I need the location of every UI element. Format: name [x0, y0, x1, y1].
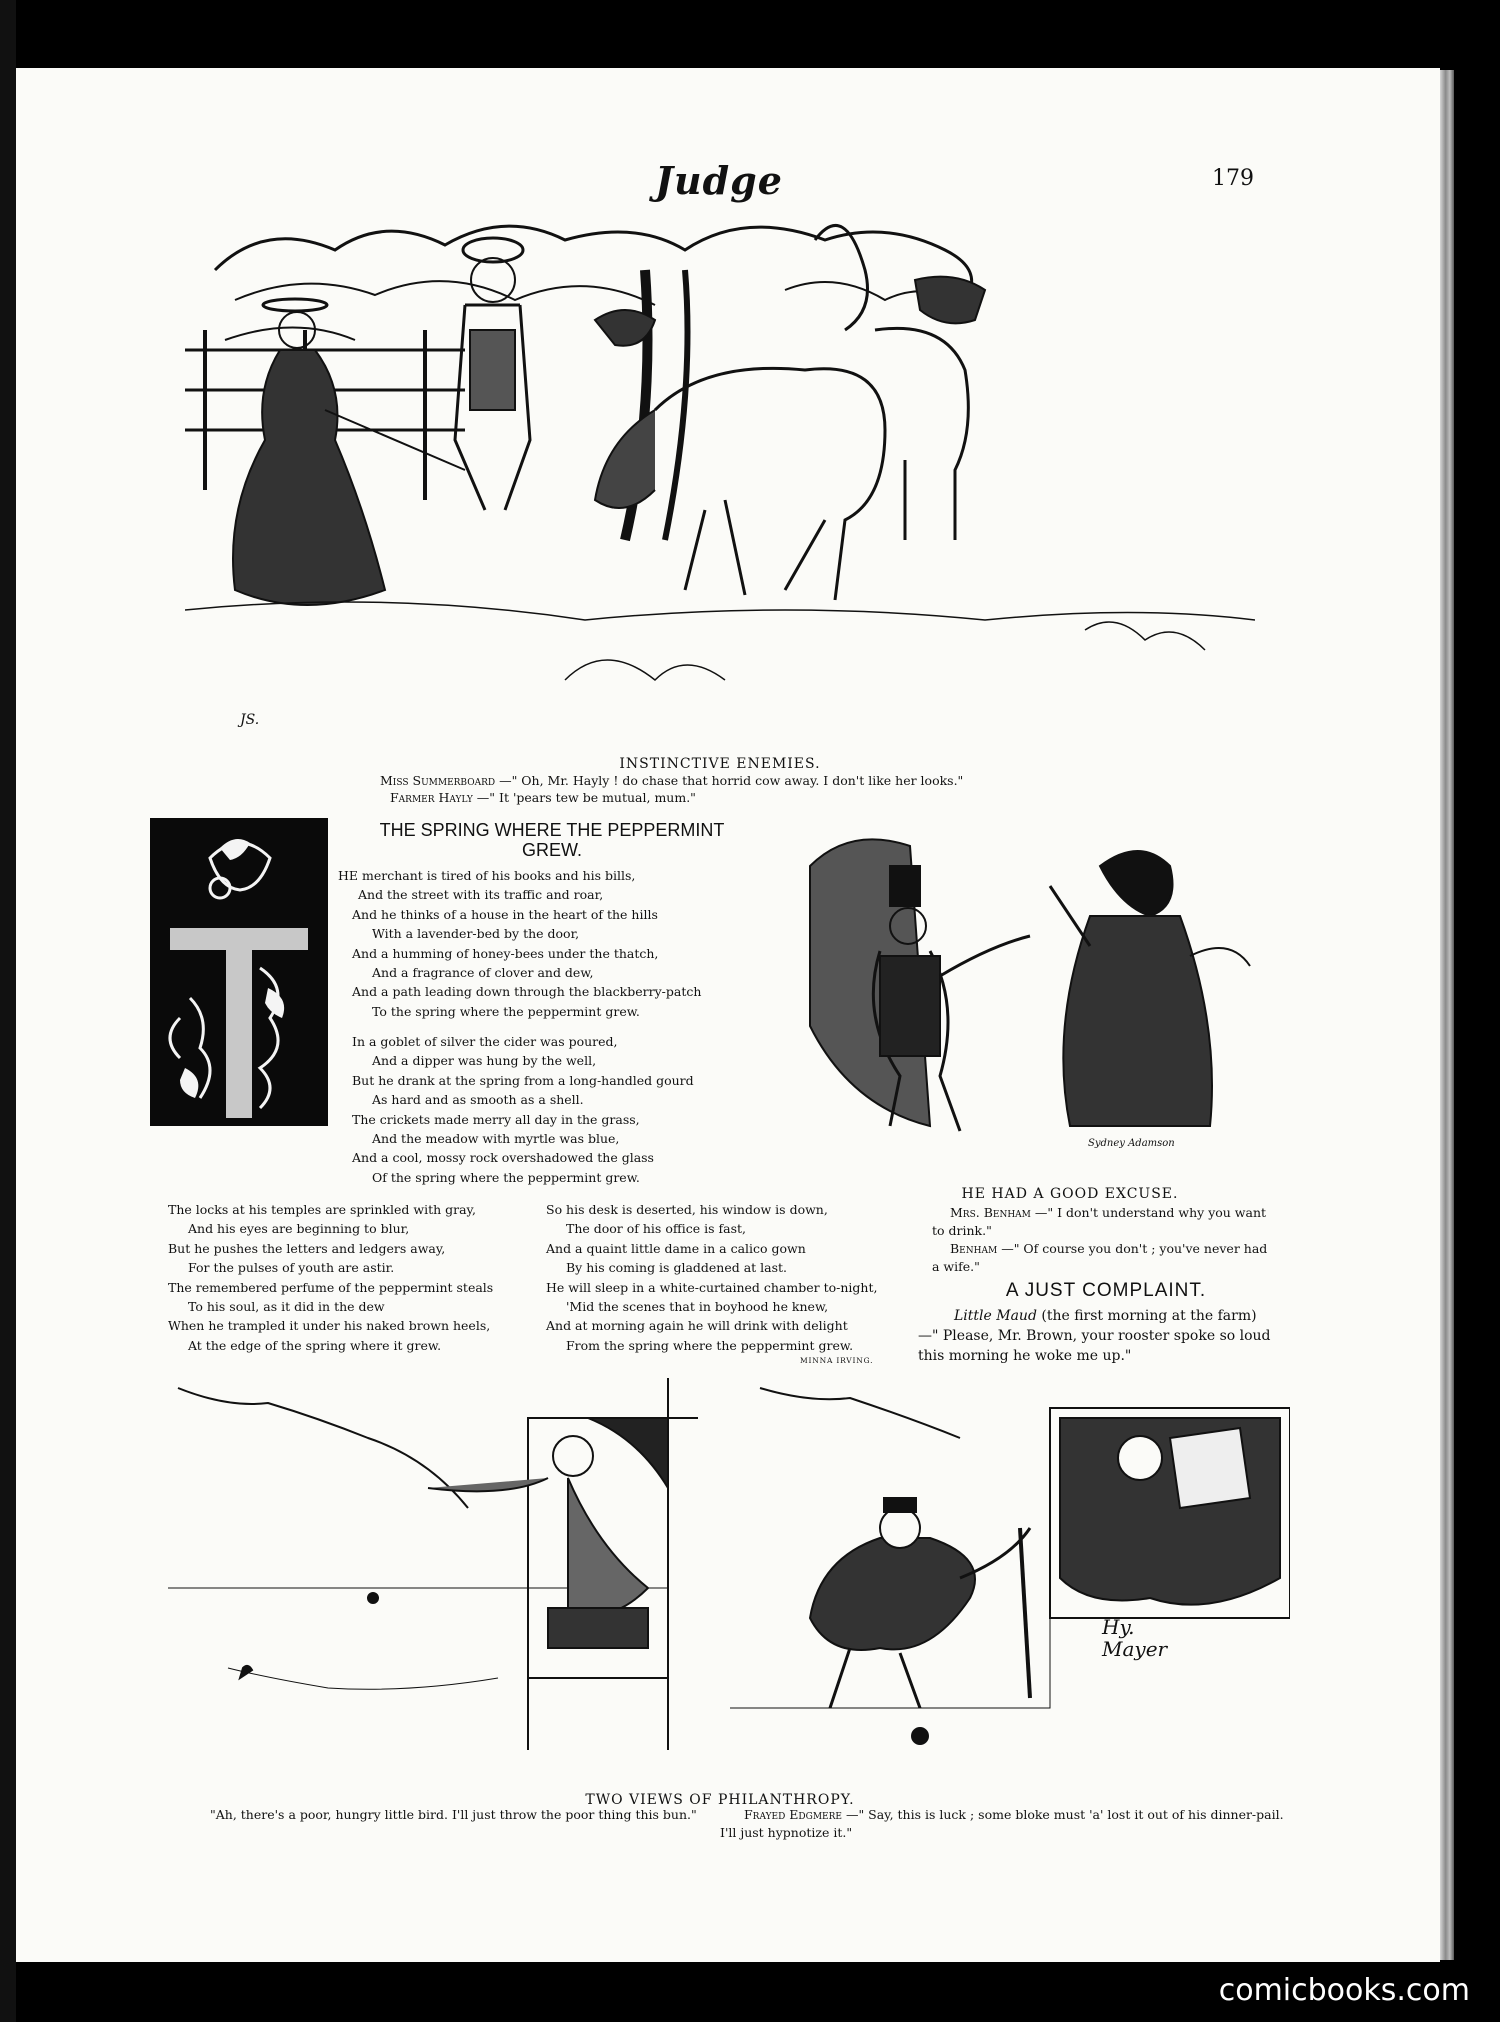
cow-cartoon-illustration [185, 210, 1255, 750]
joke-title: A JUST COMPLAINT. [1005, 1280, 1207, 1301]
cartoon2-line-2: —" Of course you don't ; you've never had a wife." [932, 1241, 1268, 1274]
poem-line: And a fragrance of clover and dew, [372, 965, 594, 981]
poem-line: And a cool, mossy rock overshadowed the glass [352, 1150, 654, 1166]
poem-line: By his coming is gladdened at last. [566, 1260, 788, 1276]
cartoon2-dialogue-1 [932, 1204, 1272, 1240]
poem-line: The crickets made merry all day in the grass, [352, 1111, 640, 1127]
cartoon3-right-text: —" Say, this is luck ; some bloke must 'a' lost it out of his dinner-pail. I'll just hypnotize it." [720, 1807, 1284, 1840]
poem-line: So his desk is deserted, his window is down, [546, 1202, 828, 1217]
poem-line: And a dipper was hung by the well, [372, 1053, 597, 1069]
page-stack-edge [1440, 70, 1454, 1960]
poem-line: He will sleep in a white-curtained chamber to-night, [546, 1279, 878, 1295]
poem-line: And a path leading down through the blackberry-patch [352, 984, 702, 1000]
cartoon1-artist-signature: JS. [240, 712, 260, 728]
poem-line: From the spring where the peppermint grew. [566, 1337, 854, 1353]
philanthropy-left-panel [168, 1378, 698, 1750]
cartoon2-artist-signature: Sydney Adamson [1088, 1138, 1175, 1149]
cartoon1-speaker-2: Farmer Hayly [390, 790, 473, 805]
cartoon3-artist-signature: Hy. Mayer [1102, 1615, 1168, 1661]
cartoon2-speaker-2: Benham [950, 1241, 998, 1256]
cartoon1-line-1: —" Oh, Mr. Hayly ! do chase that horrid cow away. I don't like her looks." [499, 773, 964, 788]
poem-line: And at morning again he will drink with delight [546, 1318, 848, 1334]
poem-line: When he trampled it under his naked brown heels, [168, 1318, 491, 1334]
cartoon3-right-caption [720, 1806, 1294, 1842]
poem-line: And the street with its traffic and roar, [358, 887, 604, 903]
joke-text: —" Please, Mr. Brown, your rooster spoke so loud this morning he woke me up." [918, 1328, 1271, 1364]
joke-body [918, 1306, 1274, 1366]
poem-line: The remembered perfume of the peppermint steals [168, 1279, 494, 1295]
poem-line: To the spring where the peppermint grew. [372, 1003, 640, 1019]
cartoon1-dialogue-1 [380, 772, 1140, 790]
poem-line: And a quaint little dame in a calico gown [546, 1240, 806, 1256]
poem-line: At the edge of the spring where it grew. [188, 1337, 442, 1353]
poem-title: THE SPRING WHERE THE PEPPERMINT GREW. [379, 820, 725, 860]
philanthropy-right-panel [730, 1378, 1290, 1750]
poem-line: And he thinks of a house in the heart of the hills [352, 906, 658, 922]
poem-stanza-1 [338, 866, 701, 1021]
poem-line: With a lavender-bed by the door, [372, 926, 580, 942]
decorative-initial-box [150, 818, 328, 1126]
poem-line: As hard and as smooth as a shell. [372, 1092, 584, 1108]
scan-left-edge [0, 0, 16, 2022]
page-number: 179 [1212, 166, 1254, 191]
joke-setting: (the first morning at the farm) [1041, 1308, 1257, 1324]
drink-cartoon-illustration [790, 826, 1260, 1146]
cartoon1-dialogue-2 [390, 789, 1150, 807]
poem-stanza-2 [352, 1032, 694, 1187]
masthead: Judge [655, 158, 783, 203]
poem-line: For the pulses of youth are astir. [188, 1260, 395, 1276]
poem-line: Of the spring where the peppermint grew. [372, 1169, 640, 1185]
poem-line: The locks at his temples are sprinkled with gray, [168, 1202, 476, 1217]
cartoon3-right-speaker: Frayed Edgmere [744, 1807, 842, 1822]
cartoon2-line-1: —" I don't understand why you want to drink." [932, 1205, 1267, 1238]
cartoon1-title: INSTINCTIVE ENEMIES. [619, 756, 821, 772]
cartoon1-speaker-1: Miss Summerboard [380, 773, 496, 788]
cartoon2-title: HE HAD A GOOD EXCUSE. [961, 1186, 1179, 1202]
poem-line: To his soul, as it did in the dew [188, 1299, 385, 1315]
cartoon1-line-2: —" It 'pears tew be mutual, mum." [476, 790, 696, 805]
poem-line: The door of his office is fast, [566, 1221, 746, 1237]
joke-speaker: Little Maud [954, 1308, 1037, 1324]
poem-line: And the meadow with myrtle was blue, [372, 1131, 620, 1147]
poem-stanza-3 [168, 1200, 493, 1355]
poem-line: And a humming of honey-bees under the thatch, [352, 945, 659, 961]
cartoon3-title: TWO VIEWS OF PHILANTHROPY. [585, 1792, 855, 1808]
cartoon3-left-caption: "Ah, there's a poor, hungry little bird. I'll just throw the poor thing this bun." [210, 1807, 697, 1822]
poem-line: In a goblet of silver the cider was poured, [352, 1034, 618, 1049]
poem-line: But he pushes the letters and ledgers away, [168, 1240, 446, 1256]
poem-line: And his eyes are beginning to blur, [188, 1221, 410, 1237]
poem-line: But he drank at the spring from a long-handled gourd [352, 1072, 694, 1088]
site-watermark: comicbooks.com [1218, 1973, 1470, 2008]
poem-line: HE merchant is tired of his books and his bills, [338, 868, 636, 883]
cartoon2-dialogue-2 [932, 1240, 1272, 1276]
cartoon2-speaker-1: Mrs. Benham [950, 1205, 1031, 1220]
poem-line: 'Mid the scenes that in boyhood he knew, [566, 1299, 829, 1315]
poem-author: MINNA IRVING. [800, 1356, 874, 1365]
poem-stanza-4 [546, 1200, 877, 1355]
